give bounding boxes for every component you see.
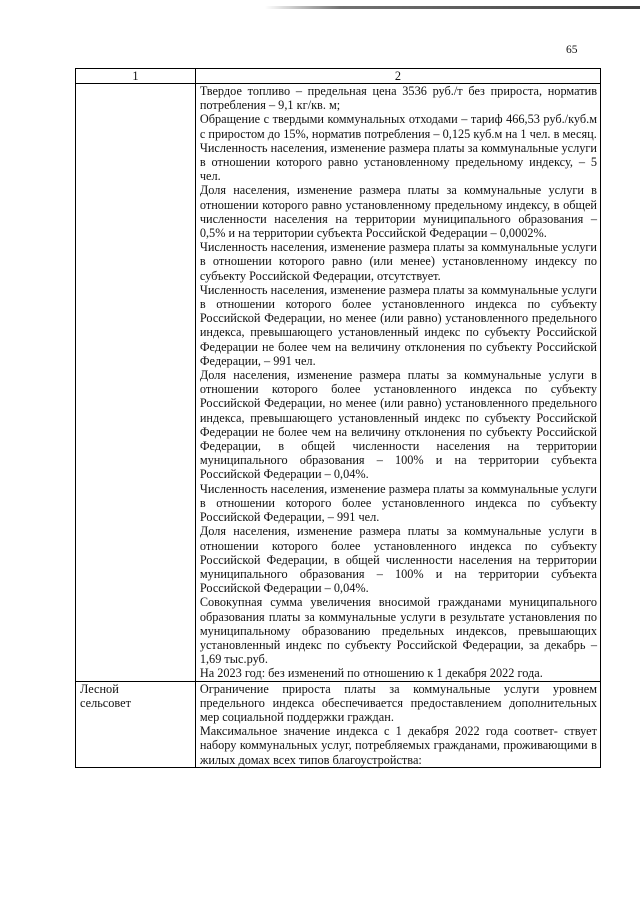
document-table	[75, 68, 601, 768]
paragraph: Численность населения, изменение размера платы за коммунальные услуги в отношении которого равно установленному предельному индексу, – 5 чел.	[199, 140, 597, 184]
paragraph: На 2023 год: без изменений по отношению к 1 декабря 2022 года.	[199, 666, 543, 681]
paragraph: Доля населения, изменение размера платы за коммунальные услуги в отношении которого более установленного индекса по субъекту Российской Федерации, но менее (или равно) установленного предельного индекса, превышающего установленный индекс по субъекту Российской Федерации не более чем на величину отклонения по субъекту Российской Федерации, в общей численности населения на территории муниципального образования – 100% и на территории субъекта Российской Федерации – 0,04%.	[199, 368, 597, 482]
row-name-cell	[76, 84, 196, 682]
paragraph: Численность населения, изменение размера платы за коммунальные услуги в отношении которого более установленного индекса по субъекту Российской Федерации, но менее (или равно) установленного предельного индекса, превышающего установленный индекс по субъекту Российской Федерации не более чем на величину отклонения по субъекту Российской Федерации, – 991 чел.	[199, 282, 597, 368]
paragraph: Ограничение прироста платы за коммунальные услуги уровнем предельного индекса обеспечивается предоставлением дополнительных мер социальной поддержки граждан.	[199, 681, 597, 724]
table-header-row	[76, 69, 601, 84]
scan-artifact-line	[265, 6, 640, 9]
row-content-cell	[195, 84, 600, 682]
paragraph: Численность населения, изменение размера платы за коммунальные услуги в отношении которого более установленного индекса по субъекту Российской Федерации, – 991 чел.	[199, 481, 597, 525]
paragraph: Численность населения, изменение размера платы за коммунальные услуги в отношении которого равно (или менее) установленному индексу по субъекту Российской Федерации, отсутствует.	[199, 240, 597, 283]
row-name-line: Лесной	[80, 681, 119, 696]
page-number: 65	[566, 44, 578, 56]
paragraph: Максимальное значение индекса с 1 декабря 2022 года соответ- ствует набору коммунальных услуг, потребляемых гражданами, проживающими в жилых домах всех типов благоустройства:	[199, 724, 597, 767]
paragraph: Обращение с твердыми коммунальных отходами – тариф 466,53 руб./куб.м с приростом до 15%, норматив потребления – 0,125 куб.м на 1 чел. в месяц.	[199, 112, 597, 141]
row-content-cell	[195, 681, 600, 767]
paragraph: Твердое топливо – предельная цена 3536 руб./т без прироста, норматив потребления – 9,1 кг/кв. м;	[199, 84, 597, 113]
paragraph: Совокупная сумма увеличения вносимой гражданами муниципального образования платы за коммунальные услуги в результате установления по муниципальному образованию предельных индексов, превышающих установленный индекс по субъекту Российской Федерации, за декабрь – 1,69 тыс.руб.	[199, 595, 597, 667]
paragraph: Доля населения, изменение размера платы за коммунальные услуги в отношении которого более установленного индекса по субъекту Российской Федерации, в общей численности населения на территории муниципального образования – 100% и на территории субъекта Российской Федерации – 0,04%.	[199, 524, 597, 596]
column-header-1: 1	[76, 69, 196, 84]
row-name-cell	[76, 681, 196, 767]
paragraph: Доля населения, изменение размера платы за коммунальные услуги в отношении которого равно установленному предельному индексу, в общей численности населения на территории муниципального образования – 0,5% и на территории субъекта Российской Федерации – 0,0002%.	[199, 183, 597, 241]
row-name-line: сельсовет	[80, 695, 131, 710]
table-row	[76, 681, 601, 767]
table-row	[76, 84, 601, 682]
column-header-2: 2	[195, 69, 600, 84]
